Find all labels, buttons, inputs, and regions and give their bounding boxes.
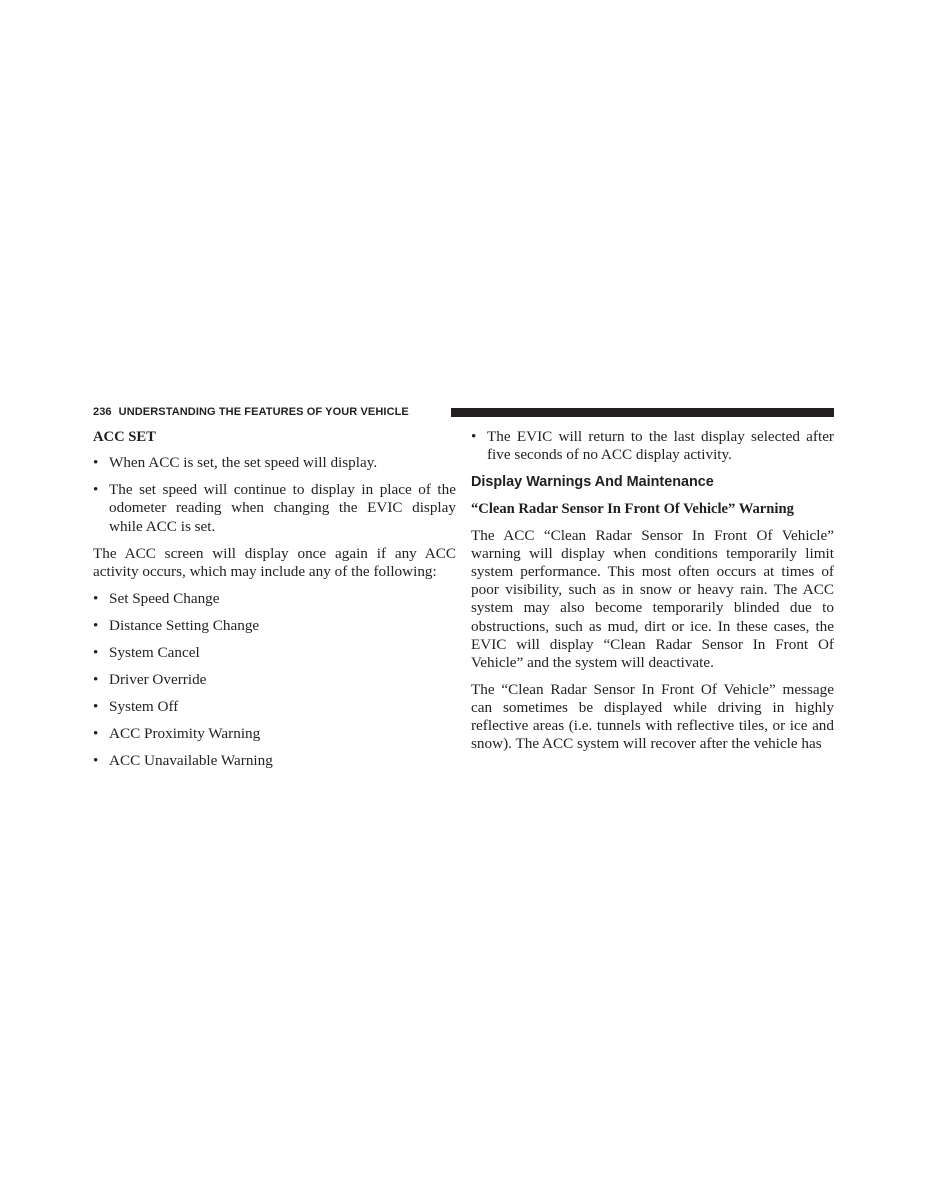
display-warnings-heading: Display Warnings And Maintenance — [471, 474, 714, 491]
list-item: • System Off — [93, 697, 179, 715]
bullet-icon: • — [93, 643, 99, 661]
left-column — [93, 428, 456, 779]
bullet-icon: • — [93, 724, 99, 742]
bullet-icon: • — [93, 589, 99, 607]
right-column — [471, 428, 834, 762]
list-item: • ACC Proximity Warning — [93, 724, 261, 742]
bullet-icon: • — [93, 670, 99, 688]
clean-radar-warning-heading: “Clean Radar Sensor In Front Of Vehicle” Warning — [471, 501, 794, 518]
bullet-icon: • — [93, 454, 99, 472]
list-item: • When ACC is set, the set speed will display. — [93, 454, 378, 472]
acc-activity-bullet-list — [93, 590, 456, 771]
page-header — [93, 405, 834, 423]
list-item: • System Cancel — [93, 643, 200, 661]
header-rule — [451, 408, 834, 417]
list-item: • The set speed will continue to display in place of the odometer reading when changing the EVIC display while ACC is set. — [93, 481, 456, 535]
list-item: • The EVIC will return to the last display selected after five seconds of no ACC display activity. — [471, 428, 834, 464]
header-text — [93, 406, 409, 418]
page-number: 236 — [93, 406, 112, 418]
bullet-icon: • — [471, 428, 477, 445]
bullet-icon: • — [93, 697, 99, 715]
clean-radar-paragraph-1: The ACC “Clean Radar Sensor In Front Of Vehicle” warning will display when conditions temporarily limit system performance. This most often occurs at times of poor visibility, such as in snow or heavy rain. The ACC system may also become temporarily blinded due to obstructions, such as mud, dirt or ice. In these cases, the EVIC will display “Clean Radar Sensor In Front Of Vehicle” and the system will deactivate. — [471, 526, 834, 672]
acc-set-bullet-list — [93, 454, 456, 536]
evic-return-bullet-list — [471, 428, 834, 464]
acc-set-heading: ACC SET — [93, 429, 156, 445]
bullet-icon: • — [93, 752, 99, 770]
bullet-icon: • — [93, 616, 99, 634]
list-item: • Set Speed Change — [93, 589, 220, 607]
acc-screen-paragraph: The ACC screen will display once again if any ACC activity occurs, which may include any of the following: — [93, 544, 456, 580]
list-item: • Driver Override — [93, 670, 207, 688]
list-item: • ACC Unavailable Warning — [93, 752, 273, 770]
list-item: • Distance Setting Change — [93, 616, 260, 634]
chapter-title: UNDERSTANDING THE FEATURES OF YOUR VEHICLE — [118, 406, 409, 418]
bullet-icon: • — [93, 481, 99, 499]
clean-radar-paragraph-2: The “Clean Radar Sensor In Front Of Vehicle” message can sometimes be displayed while driving in highly reflective areas (i.e. tunnels with reflective tiles, or ice and snow). The ACC system will recover after the vehicle has — [471, 680, 834, 753]
